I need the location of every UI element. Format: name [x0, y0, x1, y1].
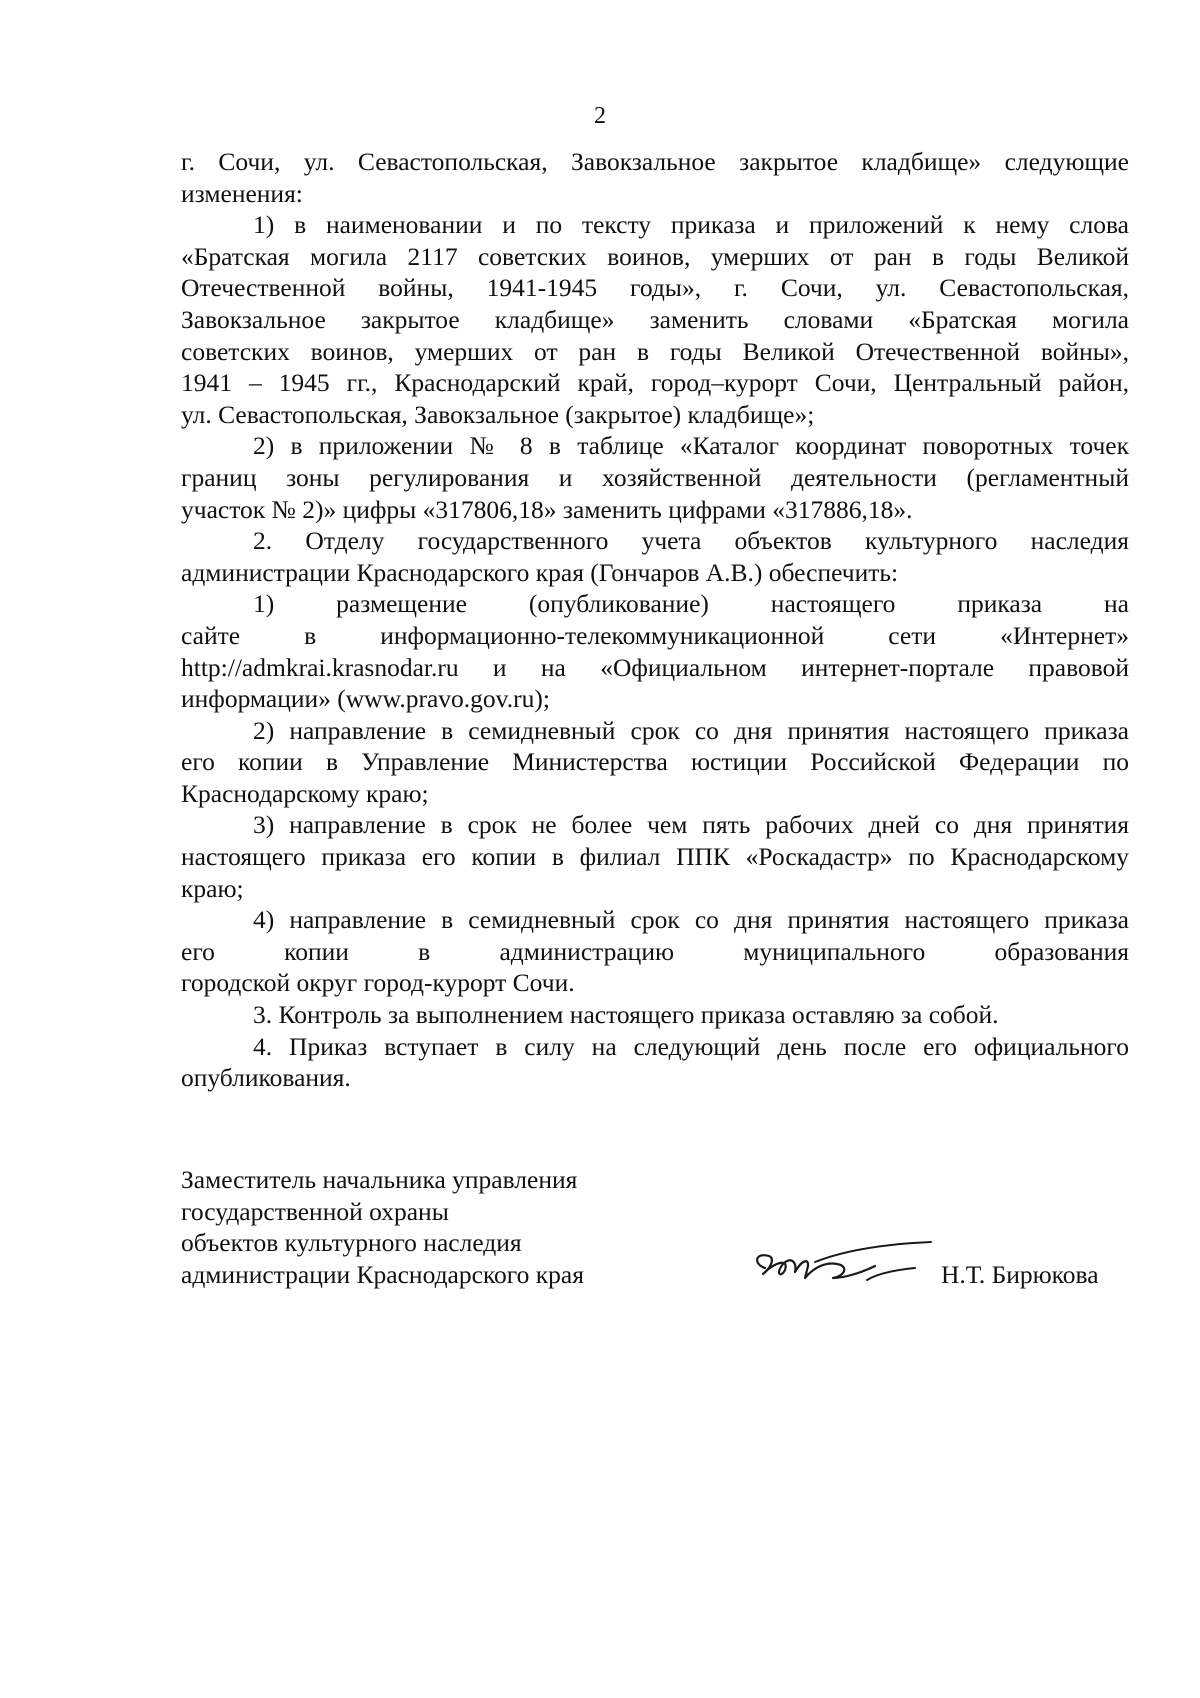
paragraph-line: советских воинов, умерших от ран в годы Великой Отечественной войны»,	[181, 336, 1129, 366]
paragraph-line: http://admkrai.krasnodar.ru и на «Официальном интернет-портале правовой	[181, 652, 1129, 682]
signatory-name: Н.Т. Бирюкова	[941, 1259, 1099, 1289]
paragraph-line: 4. Приказ вступает в силу на следующий день после его официального	[253, 1031, 1129, 1061]
paragraph-line: сайте в информационно-телекоммуникационной сети «Интернет»	[181, 620, 1129, 650]
signatory-position-line: администрации Краснодарского края	[181, 1259, 584, 1289]
paragraph-line: 4) направление в семидневный срок со дня принятия настоящего приказа	[253, 905, 1129, 935]
paragraph-line: 2. Отделу государственного учета объектов культурного наследия	[253, 526, 1129, 556]
paragraph-line: 1) в наименовании и по тексту приказа и приложений к нему слова	[253, 210, 1129, 240]
signatory-position-line: Заместитель начальника управления	[181, 1165, 578, 1194]
paragraph-line: администрации Краснодарского края (Гончаров А.В.) обеспечить:	[181, 557, 899, 587]
paragraph-line: 3) направление в срок не более чем пять рабочих дней со дня принятия	[253, 810, 1129, 840]
paragraph-line: ул. Севастопольская, Завокзальное (закрытое) кладбище»;	[181, 399, 815, 429]
document-body	[181, 146, 1129, 1094]
paragraph-line: опубликования.	[181, 1063, 351, 1093]
paragraph-line: настоящего приказа его копии в филиал ППК «Роскадастр» по Краснодарскому	[181, 842, 1129, 872]
paragraph-line: изменения:	[181, 178, 303, 208]
paragraph-line: его копии в администрацию муниципального образования	[181, 936, 1129, 966]
paragraph-line: краю;	[181, 873, 244, 903]
paragraph-line: Краснодарскому краю;	[181, 778, 429, 808]
paragraph-line: участок № 2)» цифры «317806,18» заменить цифрами «317886,18».	[181, 494, 913, 524]
paragraph-line: Завокзальное закрытое кладбище» заменить словами «Братская могила	[181, 304, 1129, 334]
paragraph-line: его копии в Управление Министерства юстиции Российской Федерации по	[181, 747, 1129, 777]
paragraph-line: 3. Контроль за выполнением настоящего приказа оставляю за собой.	[253, 1000, 999, 1030]
paragraph-line: границ зоны регулирования и хозяйственной деятельности (регламентный	[181, 462, 1129, 492]
paragraph-line: 1941 – 1945 гг., Краснодарский край, город–курорт Сочи, Центральный район,	[181, 368, 1129, 398]
paragraph-line: Отечественной войны, 1941-1945 годы», г. Сочи, ул. Севастопольская,	[181, 273, 1129, 303]
paragraph-line: 2) в приложении № 8 в таблице «Каталог координат поворотных точек	[253, 431, 1129, 461]
handwritten-signature	[745, 1228, 935, 1298]
page-number: 2	[594, 103, 606, 129]
paragraph-line: 1) размещение (опубликование) настоящего приказа на	[253, 589, 1129, 619]
paragraph-line: городской округ город-курорт Сочи.	[181, 968, 575, 998]
paragraph-line: г. Сочи, ул. Севастопольская, Завокзальное закрытое кладбище» следующие	[181, 147, 1129, 176]
paragraph-line: информации» (www.pravo.gov.ru);	[181, 684, 550, 714]
paragraph-line: 2) направление в семидневный срок со дня принятия настоящего приказа	[253, 715, 1129, 745]
signature-block	[181, 1164, 1129, 1290]
paragraph-line: «Братская могила 2117 советских воинов, умерших от ран в годы Великой	[181, 241, 1129, 271]
signatory-position-line: государственной охраны	[181, 1196, 449, 1226]
signatory-position-line: объектов культурного наследия	[181, 1228, 522, 1258]
